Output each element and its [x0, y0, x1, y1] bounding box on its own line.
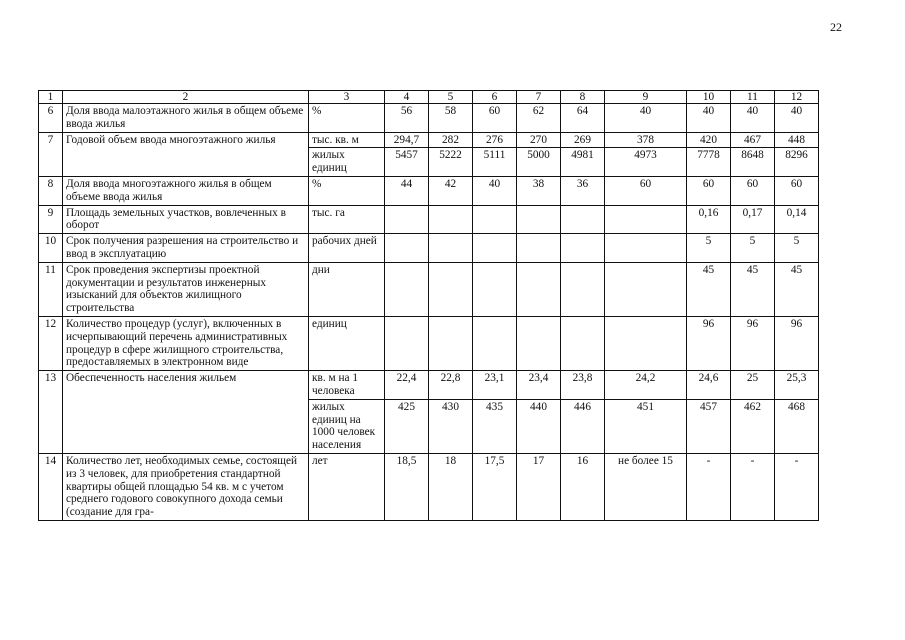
row-number: 9: [39, 205, 63, 234]
value-cell: 60: [731, 176, 775, 205]
unit-cell: тыс. га: [309, 205, 385, 234]
value-cell: 467: [731, 132, 775, 148]
value-cell: [385, 262, 429, 316]
value-cell: 18,5: [385, 453, 429, 520]
value-cell: 4973: [605, 148, 687, 177]
table-row: [39, 453, 819, 520]
unit-cell: дни: [309, 262, 385, 316]
value-cell: 40: [605, 104, 687, 133]
header-cell: 12: [775, 91, 819, 104]
value-cell: [517, 262, 561, 316]
unit-cell: лет: [309, 453, 385, 520]
value-cell: [561, 234, 605, 263]
unit-cell: %: [309, 104, 385, 133]
value-cell: 60: [473, 104, 517, 133]
value-cell: 23,8: [561, 371, 605, 400]
value-cell: 5457: [385, 148, 429, 177]
value-cell: 5: [775, 234, 819, 263]
value-cell: 451: [605, 399, 687, 453]
value-cell: [385, 205, 429, 234]
value-cell: 462: [731, 399, 775, 453]
table-row: [39, 132, 819, 148]
value-cell: [385, 234, 429, 263]
indicator-name: Доля ввода многоэтажного жилья в общем объеме ввода жилья: [63, 176, 309, 205]
row-number: 6: [39, 104, 63, 133]
value-cell: 0,17: [731, 205, 775, 234]
value-cell: [561, 316, 605, 370]
value-cell: 8648: [731, 148, 775, 177]
indicator-name: Количество лет, необходимых семье, состоящей из 3 человек, для приобретения стандартной квартиры общей площадью 54 кв. м с учетом среднего годового совокупного дохода семьи (создание для гра-: [63, 453, 309, 520]
unit-cell: кв. м на 1 человека: [309, 371, 385, 400]
unit-cell: %: [309, 176, 385, 205]
value-cell: 4981: [561, 148, 605, 177]
indicators-table: [38, 90, 819, 521]
value-cell: 468: [775, 399, 819, 453]
value-cell: [605, 262, 687, 316]
header-cell: 7: [517, 91, 561, 104]
value-cell: [473, 262, 517, 316]
value-cell: [517, 316, 561, 370]
value-cell: 457: [687, 399, 731, 453]
value-cell: 44: [385, 176, 429, 205]
value-cell: 0,16: [687, 205, 731, 234]
value-cell: 40: [731, 104, 775, 133]
value-cell: 24,6: [687, 371, 731, 400]
value-cell: 45: [687, 262, 731, 316]
header-cell: 11: [731, 91, 775, 104]
row-number: 10: [39, 234, 63, 263]
value-cell: [429, 316, 473, 370]
value-cell: [429, 234, 473, 263]
table-row: [39, 176, 819, 205]
value-cell: 42: [429, 176, 473, 205]
header-cell: 9: [605, 91, 687, 104]
header-cell: 6: [473, 91, 517, 104]
value-cell: 22,8: [429, 371, 473, 400]
value-cell: 25: [731, 371, 775, 400]
header-cell: 1: [39, 91, 63, 104]
value-cell: [517, 205, 561, 234]
value-cell: [385, 316, 429, 370]
value-cell: [429, 205, 473, 234]
value-cell: 8296: [775, 148, 819, 177]
value-cell: 282: [429, 132, 473, 148]
value-cell: 430: [429, 399, 473, 453]
value-cell: 16: [561, 453, 605, 520]
row-number: 13: [39, 371, 63, 454]
value-cell: 448: [775, 132, 819, 148]
value-cell: 435: [473, 399, 517, 453]
table-row: [39, 262, 819, 316]
value-cell: 294,7: [385, 132, 429, 148]
value-cell: 5000: [517, 148, 561, 177]
header-cell: 10: [687, 91, 731, 104]
table-row: [39, 205, 819, 234]
value-cell: 60: [775, 176, 819, 205]
value-cell: -: [775, 453, 819, 520]
unit-cell: рабочих дней: [309, 234, 385, 263]
value-cell: -: [731, 453, 775, 520]
unit-cell: единиц: [309, 316, 385, 370]
indicator-name: Площадь земельных участков, вовлеченных в оборот: [63, 205, 309, 234]
value-cell: 270: [517, 132, 561, 148]
value-cell: 64: [561, 104, 605, 133]
value-cell: [429, 262, 473, 316]
value-cell: [605, 316, 687, 370]
value-cell: 23,1: [473, 371, 517, 400]
row-number: 7: [39, 132, 63, 176]
value-cell: 62: [517, 104, 561, 133]
value-cell: 60: [605, 176, 687, 205]
value-cell: 24,2: [605, 371, 687, 400]
value-cell: 17: [517, 453, 561, 520]
value-cell: [605, 234, 687, 263]
value-cell: 40: [687, 104, 731, 133]
value-cell: [517, 234, 561, 263]
value-cell: 40: [775, 104, 819, 133]
indicator-name: Срок получения разрешения на строительство и ввод в эксплуатацию: [63, 234, 309, 263]
row-number: 12: [39, 316, 63, 370]
header-cell: 3: [309, 91, 385, 104]
value-cell: 7778: [687, 148, 731, 177]
row-number: 11: [39, 262, 63, 316]
indicator-name: Срок проведения экспертизы проектной документации и результатов инженерных изысканий для объектов жилищного строительства: [63, 262, 309, 316]
value-cell: не более 15: [605, 453, 687, 520]
value-cell: 17,5: [473, 453, 517, 520]
indicator-name: Количество процедур (услуг), включенных в исчерпывающий перечень административных процедур в сфере жилищного строительства, предоставляемых в электронном виде: [63, 316, 309, 370]
value-cell: [561, 262, 605, 316]
page-number: 22: [830, 20, 842, 34]
value-cell: 60: [687, 176, 731, 205]
value-cell: 45: [775, 262, 819, 316]
value-cell: 425: [385, 399, 429, 453]
value-cell: 5: [687, 234, 731, 263]
unit-cell: тыс. кв. м: [309, 132, 385, 148]
value-cell: 420: [687, 132, 731, 148]
header-cell: 4: [385, 91, 429, 104]
value-cell: [473, 205, 517, 234]
value-cell: 96: [775, 316, 819, 370]
value-cell: 56: [385, 104, 429, 133]
value-cell: [605, 205, 687, 234]
row-number: 14: [39, 453, 63, 520]
value-cell: [561, 205, 605, 234]
table-row: [39, 316, 819, 370]
value-cell: 269: [561, 132, 605, 148]
indicator-name: Доля ввода малоэтажного жилья в общем объеме ввода жилья: [63, 104, 309, 133]
indicator-name: Годовой объем ввода многоэтажного жилья: [63, 132, 309, 176]
value-cell: 45: [731, 262, 775, 316]
value-cell: 96: [687, 316, 731, 370]
value-cell: 23,4: [517, 371, 561, 400]
value-cell: 276: [473, 132, 517, 148]
table-row: [39, 234, 819, 263]
value-cell: 96: [731, 316, 775, 370]
header-cell: 2: [63, 91, 309, 104]
unit-cell: жилых единиц на 1000 человек населения: [309, 399, 385, 453]
table-row: [39, 104, 819, 133]
value-cell: 22,4: [385, 371, 429, 400]
value-cell: 36: [561, 176, 605, 205]
header-cell: 8: [561, 91, 605, 104]
value-cell: [473, 316, 517, 370]
table-row: [39, 371, 819, 400]
value-cell: [473, 234, 517, 263]
header-cell: 5: [429, 91, 473, 104]
header-row: [39, 91, 819, 104]
value-cell: 18: [429, 453, 473, 520]
row-number: 8: [39, 176, 63, 205]
value-cell: 5: [731, 234, 775, 263]
value-cell: 38: [517, 176, 561, 205]
unit-cell: жилых единиц: [309, 148, 385, 177]
indicator-name: Обеспеченность населения жильем: [63, 371, 309, 454]
value-cell: 5111: [473, 148, 517, 177]
value-cell: 25,3: [775, 371, 819, 400]
value-cell: 40: [473, 176, 517, 205]
value-cell: 5222: [429, 148, 473, 177]
value-cell: 0,14: [775, 205, 819, 234]
value-cell: 378: [605, 132, 687, 148]
value-cell: 58: [429, 104, 473, 133]
value-cell: -: [687, 453, 731, 520]
value-cell: 446: [561, 399, 605, 453]
value-cell: 440: [517, 399, 561, 453]
